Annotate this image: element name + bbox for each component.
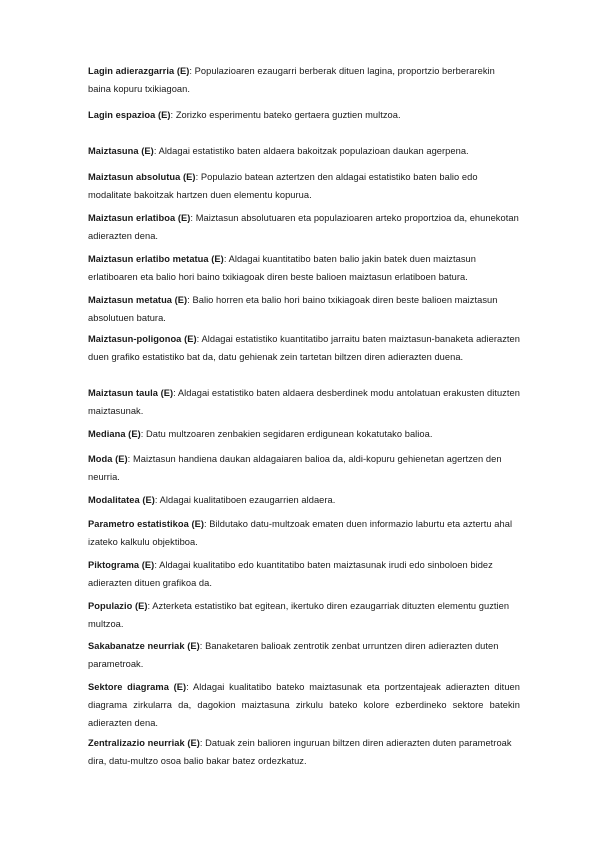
- entry-term: Maiztasun taula: [88, 388, 158, 398]
- glossary-entry: [88, 515, 520, 551]
- glossary-entry: [88, 637, 520, 673]
- glossary-entry: [88, 597, 520, 633]
- entry-definition: : Aldagai kualitatiboen ezaugarrien aldaera.: [154, 495, 336, 505]
- entry-term: Piktograma: [88, 560, 140, 570]
- entry-tag: (E): [112, 454, 128, 464]
- glossary-entry: [88, 734, 520, 770]
- entry-definition: : Aldagai kuantitatibo baten balio jakin batek duen maiztasun erlatiboaren eta balio hori baino txikiagoak diren beste balioen maiztasun erlatiboen batura.: [88, 254, 477, 282]
- entry-definition: : Azterketa estatistiko bat egitean, ikertuko diren ezaugarriak dituzten elementu guztien multzoa.: [88, 601, 510, 629]
- entry-tag: (E): [188, 519, 205, 529]
- entry-term: Maiztasuna: [88, 146, 139, 156]
- glossary-entry: [88, 62, 520, 98]
- entry-tag: (E): [180, 172, 196, 182]
- entry-term: Lagin espazioa: [88, 110, 156, 120]
- entry-term: Modalitatea: [88, 495, 140, 505]
- entry-term: Zentralizazio neurriak: [88, 738, 185, 748]
- entry-definition: : Populazioaren ezaugarri berberak dituen lagina, proportzio berberarekin baina kopuru txikiagoan.: [88, 66, 495, 94]
- glossary-entry: [88, 384, 520, 420]
- entry-term: Sektore diagrama: [88, 682, 169, 692]
- entry-tag: (E): [168, 682, 187, 692]
- entry-tag: (E): [132, 601, 148, 611]
- entry-term: Parametro estatistikoa: [88, 519, 189, 529]
- entry-tag: (E): [138, 146, 154, 156]
- entry-definition: : Maiztasun handiena daukan aldagaiaren balioa da, aldi-kopuru gehienetan agertzen den neurria.: [88, 454, 502, 482]
- entry-term: Lagin adierazgarria: [88, 66, 175, 76]
- entry-tag: (E): [184, 738, 200, 748]
- entry-tag: (E): [157, 388, 174, 398]
- glossary-entry: [88, 556, 520, 592]
- entry-term: Maiztasun absolutua: [88, 172, 181, 182]
- entry-term: Populazio: [88, 601, 133, 611]
- entry-definition: : Zorizko esperimentu bateko gertaera guztien multzoa.: [170, 110, 401, 120]
- entry-term: Maiztasun erlatiboa: [88, 213, 176, 223]
- entry-term: Maiztasun metatua: [88, 295, 173, 305]
- entry-tag: (E): [139, 560, 155, 570]
- entry-tag: (E): [155, 110, 171, 120]
- entry-definition: : Datu multzoaren zenbakien segidaren erdigunean kokatutako balioa.: [140, 429, 433, 439]
- entry-term: Sakabanatze neurriak: [88, 641, 185, 651]
- glossary-entry: [88, 291, 520, 327]
- entry-definition: : Aldagai kualitatibo edo kuantitatibo baten maiztasunak irudi edo sinboloen bidez adierazten dituen grafikoa da.: [88, 560, 493, 588]
- entry-definition: : Aldagai estatistiko baten aldaera desberdinek modu antolatuan erakusten dituzten maiztasunak.: [88, 388, 520, 416]
- glossary-entry: [88, 209, 520, 245]
- entry-term: Moda: [88, 454, 113, 464]
- glossary-entry: [88, 491, 520, 509]
- entry-definition: : Banaketaren balioak zentrotik zenbat urruntzen diren adierazten duten parametroak.: [88, 641, 499, 669]
- glossary-entry: [88, 450, 520, 486]
- entry-term: Maiztasun-poligonoa: [88, 334, 182, 344]
- glossary-entry: [88, 678, 520, 732]
- entry-definition: : Aldagai kualitatibo bateko maiztasunak eta portzentajeak adierazten dituen diagrama zirkularra da, dagokion maiztasuna zirkulu bateko kolore ezberdineko sektore batekin adierazten dena.: [88, 682, 520, 728]
- entry-definition: : Balio horren eta balio hori baino txikiagoak diren beste balioen maiztasun absolutuen batura.: [88, 295, 498, 323]
- entry-tag: (E): [181, 334, 197, 344]
- glossary-entry: [88, 168, 520, 204]
- entry-definition: : Maiztasun absolutuaren eta populazioaren arteko proportzioa da, ehunekotan adierazten dena.: [88, 213, 519, 241]
- entry-tag: (E): [125, 429, 141, 439]
- glossary-entry: [88, 106, 520, 124]
- entry-tag: (E): [172, 295, 188, 305]
- entry-term: Maiztasun erlatibo metatua: [88, 254, 209, 264]
- entry-tag: (E): [139, 495, 155, 505]
- glossary-entry: [88, 330, 520, 366]
- entry-tag: (E): [184, 641, 200, 651]
- entry-tag: (E): [174, 66, 190, 76]
- entry-definition: : Datuak zein balioren inguruan biltzen diren adierazten duten parametroak dira, datu-multzo osoa balio bakar batez ordezkatuz.: [88, 738, 512, 766]
- entry-term: Mediana: [88, 429, 126, 439]
- entry-tag: (E): [175, 213, 191, 223]
- glossary-entry: [88, 250, 520, 286]
- glossary-entry: [88, 142, 520, 160]
- entry-definition: : Aldagai estatistiko baten aldaera bakoitzak populazioan daukan agerpena.: [153, 146, 469, 156]
- entry-definition: : Populazio batean aztertzen den aldagai estatistiko baten balio edo modalitate bakoitzak hartzen duen elementu kopurua.: [88, 172, 478, 200]
- entry-definition: : Bildutako datu-multzoak ematen duen informazio laburtu eta aztertu ahal izateko kalkulu objektiboa.: [88, 519, 513, 547]
- entry-definition: : Aldagai estatistiko kuantitatibo jarraitu baten maiztasun-banaketa adierazten duen grafiko estatistiko bat da, datu gehienak zein tartetan biltzen diren adierazten duena.: [88, 334, 520, 362]
- entry-tag: (E): [208, 254, 224, 264]
- glossary-entry: [88, 425, 520, 443]
